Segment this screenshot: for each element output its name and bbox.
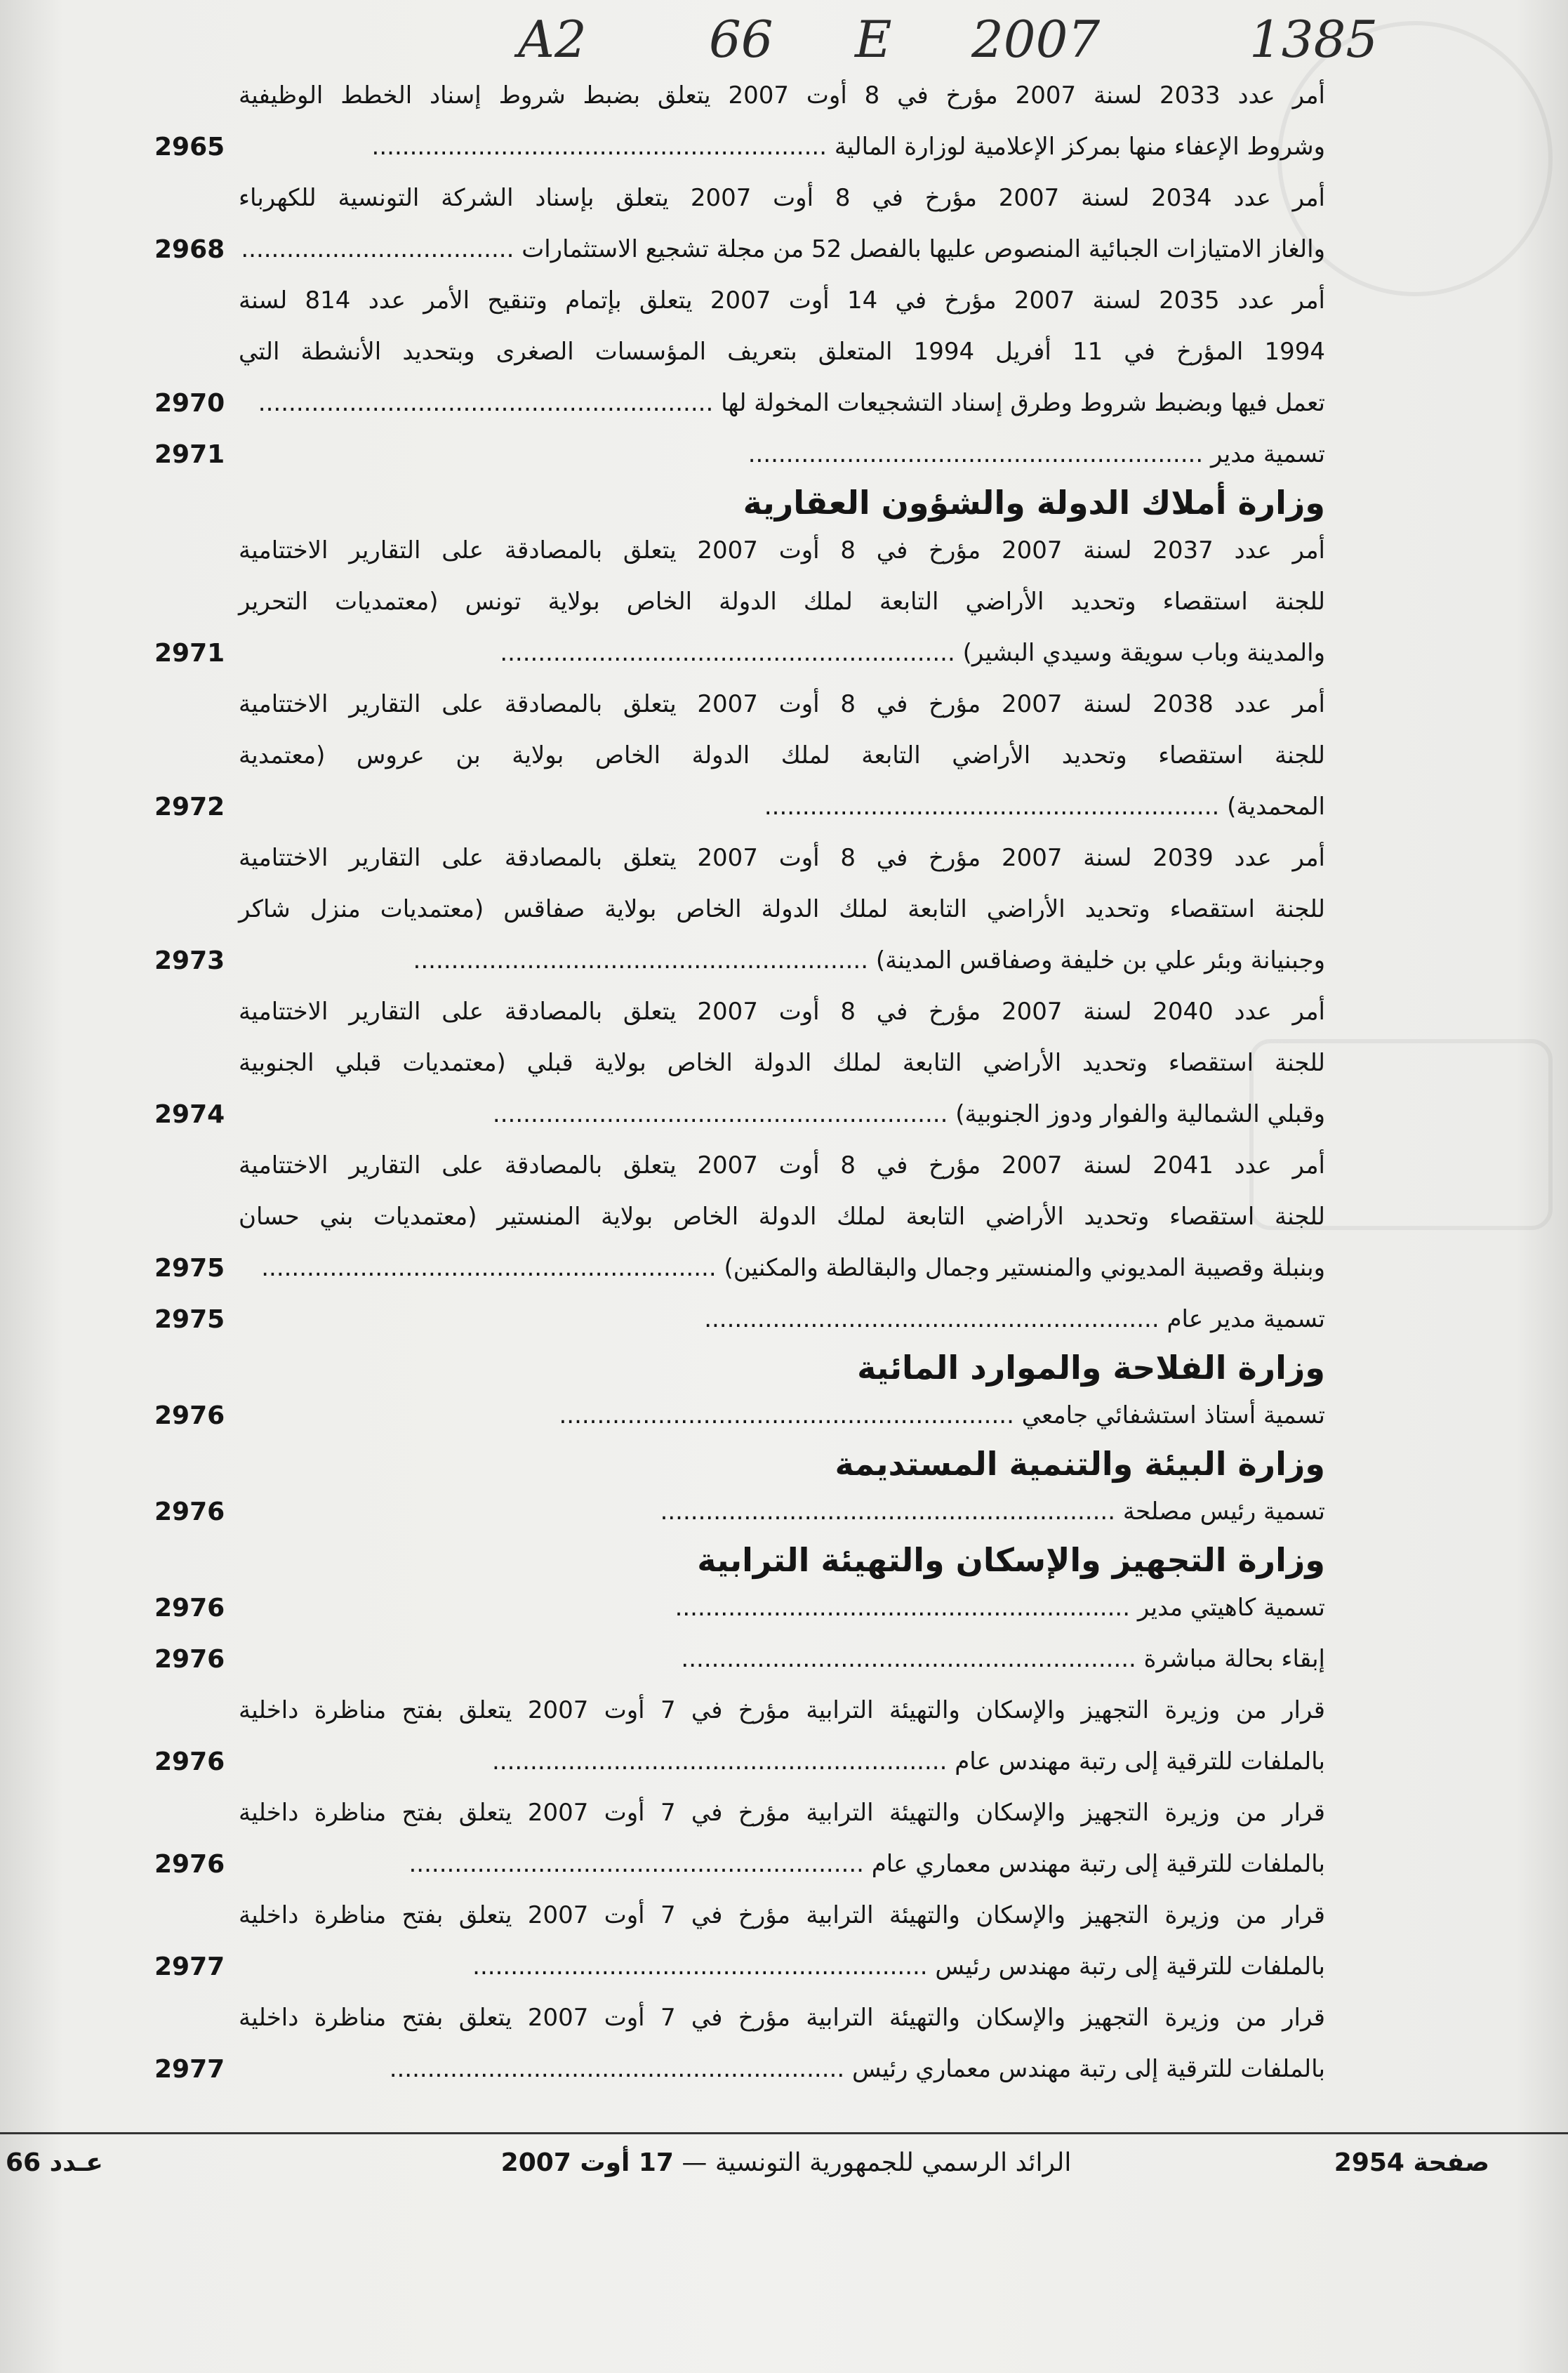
- dot-leader: ............................................................: [764, 793, 1228, 821]
- toc-entry-line: [154, 1486, 1325, 1538]
- toc-entry-line: [154, 1941, 1325, 1992]
- dot-leader: ............................................................: [408, 1850, 872, 1878]
- toc-entry-text: [239, 2044, 1325, 2095]
- footer-date: 17 أوت 2007: [500, 2148, 674, 2177]
- toc-entry-title: والمدينة وباب سويقة وسيدي البشير): [962, 639, 1325, 667]
- toc-entry-title: تعمل فيها وبضبط شروط وطرق إسناد التشجيعات المخولة لها: [721, 389, 1325, 417]
- toc-entry-line: [154, 1294, 1325, 1345]
- toc-entry-line: [154, 224, 1325, 275]
- toc-entry-title: قرار من وزيرة التجهيز والإسكان والتهيئة الترابية مؤرخ في 7 أوت 2007 يتعلق بفتح مناظرة داخلية: [239, 1696, 1325, 1724]
- section-heading: وزارة أملاك الدولة والشؤون العقارية: [743, 484, 1325, 522]
- handwritten-annotation: [0, 10, 1568, 73]
- toc-entry-text: [239, 935, 1325, 986]
- toc-entry-title: بالملفات للترقية إلى رتبة مهندس معماري رئيس: [851, 2055, 1325, 2083]
- dot-leader: ............................................................: [491, 1747, 955, 1776]
- toc-entry-line: [154, 1685, 1325, 1736]
- toc-entry-line: [154, 730, 1325, 781]
- toc-entry-text: [239, 628, 1325, 679]
- toc-entry-title: أمر عدد 2041 لسنة 2007 مؤرخ في 8 أوت 2007 يتعلق بالمصادقة على التقارير الاختتامية: [239, 1151, 1325, 1179]
- toc-entry-line: [154, 833, 1325, 884]
- toc-entry-title: وقبلي الشمالية والفوار ودوز الجنوبية): [955, 1100, 1325, 1128]
- toc-entry-text: [239, 326, 1325, 378]
- toc-section: [154, 1441, 1325, 1538]
- toc-section: [154, 1538, 1325, 2095]
- toc-entry-text: [239, 1243, 1325, 1294]
- annotation-ref-c: E: [855, 10, 892, 69]
- toc-entry-text: [239, 1736, 1325, 1787]
- table-of-contents: [154, 70, 1325, 2095]
- toc-page-number[interactable]: 2973: [154, 946, 225, 975]
- toc-entry-title: 1994 المؤرخ في 11 أفريل 1994 المتعلق بتعريف المؤسسات الصغرى وبتحديد الأنشطة التي: [239, 338, 1325, 366]
- page-footer: [0, 2139, 1568, 2188]
- toc-entry-text: [239, 275, 1325, 326]
- toc-entry: [154, 833, 1325, 986]
- toc-entry-line: [154, 1243, 1325, 1294]
- toc-entry-text: [239, 1486, 1325, 1538]
- toc-entry-title: للجنة استقصاء وتحديد الأراضي التابعة لملك الدولة الخاص بولاية تونس (معتمديات التحرير: [239, 588, 1325, 616]
- toc-entry-line: [154, 884, 1325, 935]
- toc-entry: [154, 986, 1325, 1140]
- toc-entry-text: [239, 1038, 1325, 1089]
- toc-entry-title: بالملفات للترقية إلى رتبة مهندس معماري عام: [871, 1850, 1325, 1878]
- dot-leader: ............................................................: [389, 2055, 852, 2083]
- toc-entry-text: [239, 1294, 1325, 1345]
- toc-entry-title: تسمية مدير عام: [1167, 1305, 1325, 1333]
- toc-entry-text: [239, 1634, 1325, 1685]
- toc-entry-title: قرار من وزيرة التجهيز والإسكان والتهيئة الترابية مؤرخ في 7 أوت 2007 يتعلق بفتح مناظرة داخلية: [239, 2004, 1325, 2032]
- toc-entry: [154, 1294, 1325, 1345]
- dot-leader: ............................................................: [748, 440, 1211, 468]
- toc-entry-title: أمر عدد 2039 لسنة 2007 مؤرخ في 8 أوت 2007 يتعلق بالمصادقة على التقارير الاختتامية: [239, 844, 1325, 872]
- dot-leader: ............................................................: [261, 1254, 724, 1282]
- footer-issue-number: عـدد 66: [6, 2148, 103, 2177]
- toc-page-number[interactable]: 2972: [154, 793, 225, 821]
- toc-entry-line: [154, 576, 1325, 628]
- toc-entry: [154, 429, 1325, 480]
- toc-entry-title: تسمية كاهيتي مدير: [1137, 1594, 1325, 1622]
- toc-entry-text: [239, 1582, 1325, 1634]
- toc-entry-text: [239, 576, 1325, 628]
- toc-entry-title: تسمية مدير: [1210, 440, 1325, 468]
- toc-entry-line: [154, 1992, 1325, 2044]
- toc-entry-text: [239, 1839, 1325, 1890]
- toc-entry-text: [239, 525, 1325, 576]
- toc-entry-line: [154, 1839, 1325, 1890]
- toc-entry-line: [154, 781, 1325, 833]
- toc-page-number[interactable]: 2976: [154, 1498, 225, 1526]
- dot-leader: ............................................................: [660, 1498, 1123, 1526]
- toc-page-number[interactable]: 2971: [154, 639, 225, 668]
- toc-entry: [154, 70, 1325, 173]
- toc-entry: [154, 1582, 1325, 1634]
- toc-entry-text: [239, 884, 1325, 935]
- section-heading: وزارة التجهيز والإسكان والتهيئة الترابية: [697, 1541, 1325, 1579]
- toc-entry-line: [154, 429, 1325, 480]
- toc-section: [154, 1345, 1325, 1441]
- section-heading: وزارة الفلاحة والموارد المائية: [857, 1349, 1325, 1387]
- toc-page-number[interactable]: 2975: [154, 1254, 225, 1283]
- toc-entry-line: [154, 1038, 1325, 1089]
- dot-leader: ............................................................: [371, 133, 835, 161]
- toc-entry-text: [239, 1941, 1325, 1992]
- toc-entry-title: بالملفات للترقية إلى رتبة مهندس رئيس: [935, 1952, 1325, 1981]
- dot-leader: ............................................................: [681, 1645, 1144, 1673]
- toc-page-number[interactable]: 2976: [154, 1594, 225, 1622]
- toc-entry-title: للجنة استقصاء وتحديد الأراضي التابعة لملك الدولة الخاص بولاية صفاقس (معتمديات منزل شاكر: [239, 895, 1325, 923]
- toc-entry-title: المحمدية): [1227, 793, 1325, 821]
- dot-leader: ............................................................: [704, 1305, 1167, 1333]
- toc-entry-text: [239, 781, 1325, 833]
- toc-entry-title: للجنة استقصاء وتحديد الأراضي التابعة لملك الدولة الخاص بولاية المنستير (معتمديات بني حسان: [239, 1203, 1325, 1231]
- toc-entry-line: [154, 525, 1325, 576]
- toc-entry-title: أمر عدد 2038 لسنة 2007 مؤرخ في 8 أوت 2007 يتعلق بالمصادقة على التقارير الاختتامية: [239, 690, 1325, 718]
- footer-journal: [435, 2139, 1137, 2188]
- toc-entry-line: [154, 1191, 1325, 1243]
- toc-entry-title: للجنة استقصاء وتحديد الأراضي التابعة لملك الدولة الخاص بولاية قبلي (معتمديات قبلي الجنوبية: [239, 1049, 1325, 1077]
- toc-page-number[interactable]: 2976: [154, 1850, 225, 1879]
- toc-entry-title: قرار من وزيرة التجهيز والإسكان والتهيئة الترابية مؤرخ في 7 أوت 2007 يتعلق بفتح مناظرة داخلية: [239, 1799, 1325, 1827]
- toc-entry-text: [239, 1787, 1325, 1839]
- toc-entry: [154, 679, 1325, 833]
- toc-entry-title: بالملفات للترقية إلى رتبة مهندس عام: [955, 1747, 1325, 1776]
- toc-entry: [154, 1890, 1325, 1992]
- toc-entry: [154, 1992, 1325, 2095]
- toc-entry-title: والغاز الامتيازات الجبائية المنصوص عليها بالفصل 52 من مجلة تشجيع الاستثمارات: [521, 235, 1325, 263]
- toc-entry-text: [239, 1140, 1325, 1191]
- toc-entry-line: [154, 378, 1325, 429]
- toc-entry-line: [154, 1390, 1325, 1441]
- toc-page-number[interactable]: 2968: [154, 235, 225, 264]
- toc-page-number[interactable]: 2976: [154, 1401, 225, 1430]
- toc-entry-text: [239, 679, 1325, 730]
- toc-entry: [154, 1390, 1325, 1441]
- toc-entry-line: [154, 121, 1325, 173]
- dot-leader: ............................................................: [492, 1100, 956, 1128]
- toc-entry-text: [239, 1685, 1325, 1736]
- dot-leader: ....................................: [241, 235, 522, 263]
- toc-entry-text: [239, 730, 1325, 781]
- toc-entry-title: أمر عدد 2035 لسنة 2007 مؤرخ في 14 أوت 2007 يتعلق بإتمام وتنقيح الأمر عدد 814 لسنة: [239, 286, 1325, 315]
- toc-entry-text: [239, 224, 1325, 275]
- toc-page-number[interactable]: 2976: [154, 1747, 225, 1776]
- toc-entry-title: تسمية أستاذ استشفائي جامعي: [1021, 1401, 1325, 1429]
- toc-page-number[interactable]: 2977: [154, 2055, 225, 2084]
- toc-entry-line: [154, 1787, 1325, 1839]
- toc-section: [154, 480, 1325, 1345]
- annotation-ref-a: A2: [518, 10, 587, 69]
- footer-dash: —: [682, 2148, 707, 2177]
- dot-leader: ............................................................: [675, 1594, 1138, 1622]
- toc-page-number[interactable]: 2970: [154, 389, 225, 418]
- toc-entry-text: [239, 833, 1325, 884]
- toc-entry-title: تسمية رئيس مصلحة: [1122, 1498, 1325, 1526]
- toc-entry-title: أمر عدد 2034 لسنة 2007 مؤرخ في 8 أوت 2007 يتعلق بإسناد الشركة التونسية للكهرباء: [239, 184, 1325, 212]
- toc-page-number[interactable]: 2965: [154, 133, 225, 161]
- toc-entry: [154, 1787, 1325, 1890]
- toc-entry-text: [239, 378, 1325, 429]
- toc-entry: [154, 1634, 1325, 1685]
- toc-entry-line: [154, 1890, 1325, 1941]
- footer-page-number: صفحة 2954: [1334, 2148, 1489, 2177]
- toc-entry-text: [239, 173, 1325, 224]
- toc-entry-line: [154, 70, 1325, 121]
- toc-entry-title: إبقاء بحالة مباشرة: [1143, 1645, 1325, 1673]
- toc-entry: [154, 1486, 1325, 1538]
- toc-entry-title: أمر عدد 2037 لسنة 2007 مؤرخ في 8 أوت 2007 يتعلق بالمصادقة على التقارير الاختتامية: [239, 536, 1325, 564]
- toc-entry-line: [154, 326, 1325, 378]
- toc-entry: [154, 1685, 1325, 1787]
- footer-divider: [0, 2132, 1568, 2134]
- footer-journal-title: الرائد الرسمي للجمهورية التونسية: [715, 2148, 1072, 2177]
- toc-section: [154, 70, 1325, 480]
- toc-entry-text: [239, 1390, 1325, 1441]
- toc-page-number[interactable]: 2975: [154, 1305, 225, 1334]
- toc-entry-line: [154, 1582, 1325, 1634]
- toc-entry-text: [239, 1089, 1325, 1140]
- toc-entry-line: [154, 628, 1325, 679]
- toc-page-number[interactable]: 2974: [154, 1100, 225, 1129]
- toc-entry-text: [239, 121, 1325, 173]
- toc-entry: [154, 173, 1325, 275]
- toc-entry-title: وجبنيانة وبئر علي بن خليفة وصفاقس المدينة): [875, 946, 1325, 974]
- dot-leader: ............................................................: [472, 1952, 936, 1981]
- toc-page-number[interactable]: 2976: [154, 1645, 225, 1674]
- annotation-ref-e: 1385: [1249, 10, 1378, 69]
- toc-entry-title: وبنبلة وقصيبة المديوني والمنستير وجمال والبقالطة والمكنين): [724, 1254, 1325, 1282]
- toc-entry-title: للجنة استقصاء وتحديد الأراضي التابعة لملك الدولة الخاص بولاية بن عروس (معتمدية: [239, 741, 1325, 769]
- toc-entry: [154, 275, 1325, 429]
- toc-entry-line: [154, 173, 1325, 224]
- toc-entry: [154, 525, 1325, 679]
- dot-leader: ............................................................: [559, 1401, 1022, 1429]
- toc-entry-line: [154, 1634, 1325, 1685]
- toc-entry-line: [154, 1736, 1325, 1787]
- toc-entry-line: [154, 275, 1325, 326]
- toc-entry-title: وشروط الإعفاء منها بمركز الإعلامية لوزارة المالية: [834, 133, 1325, 161]
- toc-entry-text: [239, 429, 1325, 480]
- toc-entry-text: [239, 1890, 1325, 1941]
- toc-entry-title: قرار من وزيرة التجهيز والإسكان والتهيئة الترابية مؤرخ في 7 أوت 2007 يتعلق بفتح مناظرة داخلية: [239, 1901, 1325, 1929]
- dot-leader: ............................................................: [413, 946, 876, 974]
- toc-entry: [154, 1140, 1325, 1294]
- dot-leader: ............................................................: [500, 639, 963, 667]
- toc-entry-line: [154, 1140, 1325, 1191]
- toc-entry-text: [239, 986, 1325, 1038]
- toc-page-number[interactable]: 2971: [154, 440, 225, 469]
- section-heading: وزارة البيئة والتنمية المستديمة: [835, 1445, 1325, 1483]
- toc-entry-line: [154, 935, 1325, 986]
- annotation-ref-b: 66: [709, 10, 773, 69]
- toc-entry-text: [239, 1992, 1325, 2044]
- annotation-ref-d: 2007: [971, 10, 1101, 69]
- toc-entry-line: [154, 986, 1325, 1038]
- toc-entry-line: [154, 2044, 1325, 2095]
- dot-leader: ............................................................: [258, 389, 722, 417]
- toc-page-number[interactable]: 2977: [154, 1952, 225, 1981]
- toc-entry-line: [154, 679, 1325, 730]
- toc-entry-title: أمر عدد 2033 لسنة 2007 مؤرخ في 8 أوت 2007 يتعلق بضبط شروط إسناد الخطط الوظيفية: [239, 81, 1325, 110]
- toc-entry-line: [154, 1089, 1325, 1140]
- toc-entry-text: [239, 70, 1325, 121]
- toc-entry-text: [239, 1191, 1325, 1243]
- toc-entry-title: أمر عدد 2040 لسنة 2007 مؤرخ في 8 أوت 2007 يتعلق بالمصادقة على التقارير الاختتامية: [239, 998, 1325, 1026]
